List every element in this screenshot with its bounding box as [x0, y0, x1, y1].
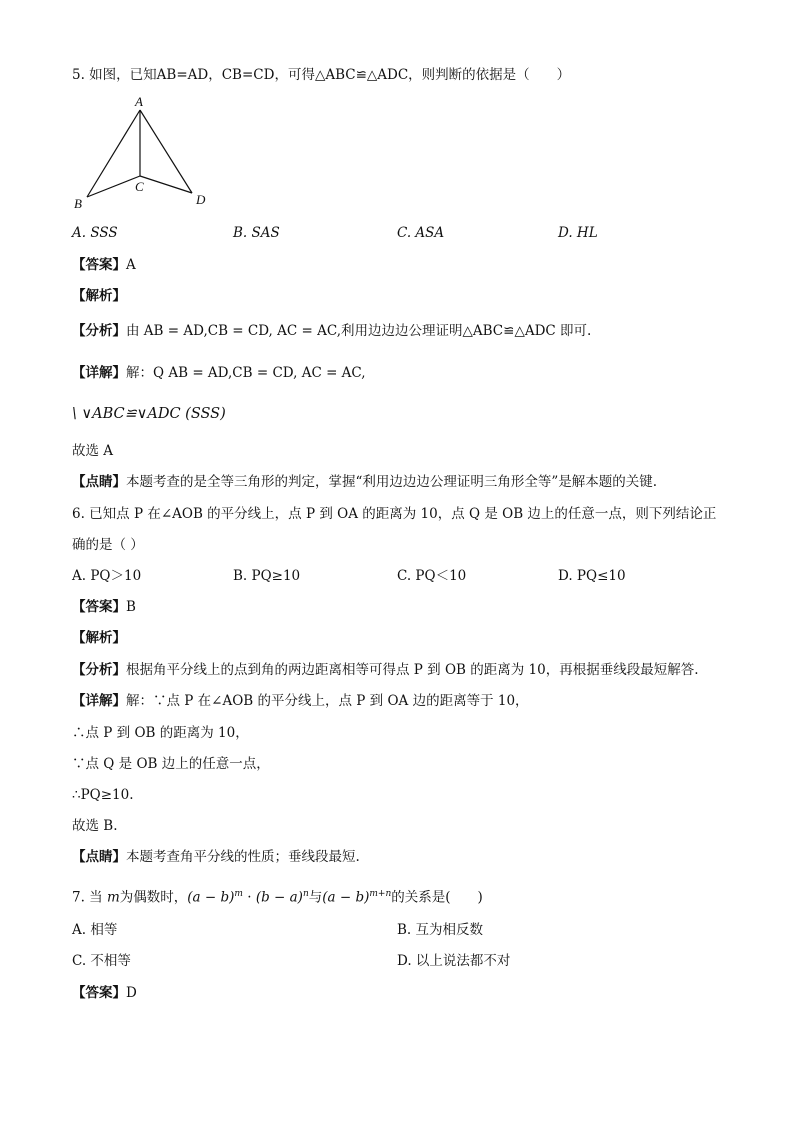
- q5-analysis-tag: 【解析】: [72, 288, 126, 304]
- detail-text: 解：∵点 P 在∠AOB 的平分线上，点 P 到 OA 边的距离等于 10，: [126, 693, 529, 709]
- fenxi-text: 根据角平分线上的点到角的两边距离相等可得点 P 到 OB 的距离为 10，再根据垂线段最短解答.: [126, 662, 699, 678]
- q7-expr1: (a − b): [187, 889, 235, 906]
- q6-option-b: B. PQ≥10: [233, 568, 301, 584]
- comment-tag: 【点睛】: [72, 849, 126, 865]
- fenxi-tag: 【分析】: [72, 662, 126, 678]
- answer-value: B: [126, 599, 136, 615]
- q6-step1: ∴点 P 到 OB 的距离为 10，: [72, 725, 249, 741]
- comment-text: 本题考查的是全等三角形的判定，掌握“利用边边边公理证明三角形全等”是解本题的关键.: [126, 474, 658, 490]
- q5-option-d: D. HL: [558, 225, 598, 241]
- answer-tag: 【答案】: [72, 257, 126, 273]
- answer-value: A: [126, 257, 136, 273]
- vertex-label-b: B: [74, 196, 82, 211]
- q7-answer: [72, 984, 137, 1002]
- fenxi-tag: 【分析】: [72, 323, 126, 339]
- q5-stem: 5. 如图，已知AB=AD，CB=CD，可得△ABC≌△ADC，则判断的依据是（ ）: [72, 67, 571, 83]
- q7-option-a: A. 相等: [72, 922, 118, 938]
- q6-option-a: A. PQ＞10: [72, 568, 142, 584]
- q6-detail: [72, 692, 529, 710]
- q5-answer: [72, 256, 136, 274]
- q6-stem-line1: 6. 已知点 P 在∠AOB 的平分线上，点 P 到 OA 的距离为 10，点 Q 是 OB 边上的任意一点，则下列结论正: [72, 506, 717, 522]
- q7-exp-m: m: [234, 889, 243, 899]
- q6-comment: [72, 848, 360, 866]
- vertex-label-a: A: [135, 94, 143, 109]
- q5-triangle-figure: [70, 92, 220, 212]
- fenxi-text: 由 AB = AD,CB = CD, AC = AC,利用边边边公理证明△ABC≌△ADC 即可.: [126, 323, 592, 339]
- answer-tag: 【答案】: [72, 985, 126, 1001]
- q6-step3: ∴PQ≥10.: [72, 787, 134, 803]
- q7-stem-suffix: 的关系是( ): [391, 889, 483, 906]
- q5-choose: 故选 A: [72, 443, 114, 459]
- q5-detail: [72, 364, 366, 382]
- q6-analysis-tag: 【解析】: [72, 630, 126, 646]
- q7-stem-and: 与: [308, 889, 323, 906]
- detail-tag: 【详解】: [72, 365, 126, 381]
- q7-exp-n: n: [302, 889, 309, 899]
- q6-stem-line2: 确的是（ ）: [72, 537, 144, 553]
- q6-fenxi: [72, 661, 699, 679]
- q7-expr3: (a − b): [322, 889, 370, 906]
- q7-stem-mid: 为偶数时，: [119, 889, 188, 906]
- q7-expr2: (b − a): [255, 889, 303, 906]
- q7-option-c: C. 不相等: [72, 953, 131, 969]
- detail-tag: 【详解】: [72, 693, 126, 709]
- q7-var-m: m: [106, 889, 120, 906]
- q6-step2: ∵点 Q 是 OB 边上的任意一点，: [72, 756, 270, 772]
- q7-option-b: B. 互为相反数: [397, 922, 484, 938]
- q7-stem-prefix: 7. 当: [72, 889, 103, 906]
- comment-tag: 【点睛】: [72, 474, 126, 490]
- q7-option-d: D. 以上说法都不对: [397, 953, 511, 969]
- q6-option-c: C. PQ＜10: [397, 568, 467, 584]
- vertex-label-c: C: [135, 179, 144, 194]
- q6-answer: [72, 598, 136, 616]
- q7-dot: ·: [242, 889, 256, 906]
- q6-choose: 故选 B.: [72, 818, 118, 834]
- q5-fenxi: [72, 322, 591, 340]
- q5-comment: [72, 473, 657, 491]
- q5-option-c: C. ASA: [397, 225, 445, 241]
- q5-detail-conclusion: \ ∨ABC≌∨ADC (SSS): [72, 406, 226, 422]
- vertex-label-d: D: [196, 192, 206, 207]
- q5-option-a: A. SSS: [72, 225, 118, 241]
- answer-tag: 【答案】: [72, 599, 126, 615]
- detail-text: 解：Q AB = AD,CB = CD, AC = AC,: [126, 365, 366, 381]
- comment-text: 本题考查角平分线的性质；垂线段最短.: [126, 849, 360, 865]
- q7-stem: [72, 885, 483, 907]
- q6-option-d: D. PQ≤10: [558, 568, 626, 584]
- answer-value: D: [126, 985, 137, 1001]
- q7-exp-mn: m+n: [369, 889, 392, 899]
- q5-option-b: B. SAS: [233, 225, 280, 241]
